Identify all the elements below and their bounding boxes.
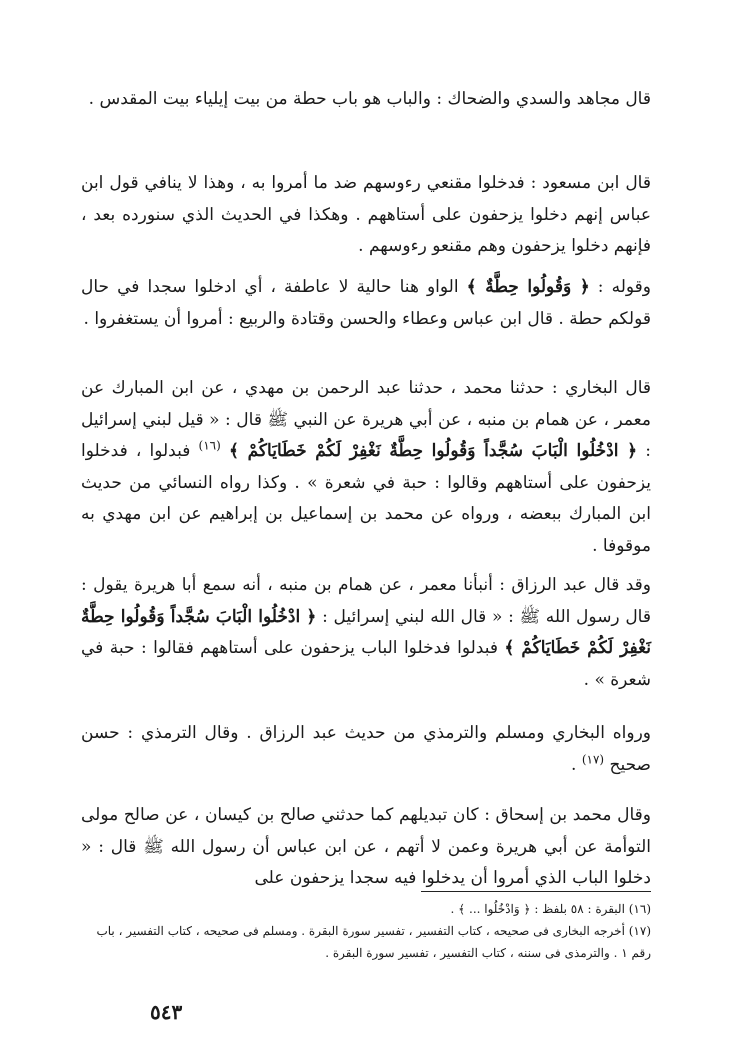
- footnote-17: (١٧) أخرجه البخارى فى صحيحه ، كتاب التفسير ، تفسير سورة البقرة . ومسلم فى صحيحه ، كتاب التفسير ، باب رقم ١ . والترمذى فى سننه ، كتاب التفسير ، تفسير سورة البقرة .: [96, 924, 651, 960]
- paragraph-5-body: فبدلوا فدخلوا الباب يزحفون على أستاههم فقالوا : حبة في شعرة » .: [81, 638, 651, 690]
- quran-quote: ﴿ ادْخُلُوا الْبَابَ سُجَّداً وَقُولُوا حِطَّةٌ نَغْفِرْ لَكُمْ خَطَايَاكُمْ ﴾: [228, 441, 638, 461]
- paragraph-6-intro: ورواه البخاري ومسلم والترمذي من حديث عبد الرزاق . وقال الترمذي : حسن صحيح: [81, 723, 651, 775]
- footnote-ref-17: (١٧): [581, 751, 605, 766]
- paragraph-7: [81, 800, 651, 895]
- quran-quote: ﴿ وَقُولُوا حِطَّةٌ ﴾: [466, 277, 590, 297]
- paragraph-2-text: قال ابن مسعود : فدخلوا مقنعي رءوسهم ضد ما أمروا به ، وهذا لا ينافي قول ابن عباس إنهم دخلوا يزحفون على أستاههم . وهكذا في الحديث الذي سنورده بعد ، فإنهم دخلوا يزحفون وهم مقنعو رءوسهم .: [81, 173, 651, 256]
- paragraph-3-intro: وقوله :: [589, 277, 651, 297]
- paragraph-6-end: .: [571, 754, 577, 775]
- paragraph-3: [81, 272, 651, 335]
- paragraph-1-text: قال مجاهد والسدي والضحاك : والباب هو باب حطة من بيت إيلياء بيت المقدس .: [88, 89, 651, 109]
- footnote-ref-16: (١٦): [198, 438, 221, 453]
- paragraph-7-text: وقال محمد بن إسحاق : كان تبديلهم كما حدثني صالح بن كيسان ، عن صالح مولى التوأمة عن أبي هريرة وعمن لا أتهم ، عن ابن عباس أن رسول الله ﷺ قال : « دخلوا الباب الذي أمروا أن يدخلوا فيه سجدا يزحفون على: [81, 805, 651, 888]
- paragraph-1: [81, 84, 651, 116]
- paragraph-5: [81, 570, 651, 696]
- page-number: ٥٤٣: [150, 1000, 183, 1024]
- footnote-divider: [421, 891, 651, 892]
- quran-quote: ﴿ ادْخُلُوا الْبَابَ سُجَّداً وَقُولُوا حِطَّةٌ نَغْفِرْ لَكُمْ خَطَايَاكُمْ ﴾: [81, 606, 652, 658]
- paragraph-2: [81, 168, 651, 263]
- footnote-16: (١٦) البقرة : ٥٨ بلفظ : ﴿ وَادْخُلُوا ... ﴾ .: [450, 902, 651, 916]
- paragraph-4-intro: قال البخاري : حدثنا محمد ، حدثنا عبد الرحمن بن مهدي ، عن ابن المبارك عن معمر ، عن همام بن منبه ، عن أبي هريرة عن النبي ﷺ قال : « قيل لبني إسرائيل :: [81, 378, 652, 461]
- paragraph-4-body: فبدلوا ، فدخلوا يزحفون على أستاههم وقالوا : حبة في شعرة » . وكذا رواه النسائي من حديث ابن المبارك ببعضه ، ورواه عن محمد بن إسماعيل بن إبراهيم عن ابن مهدي به موقوفا .: [81, 441, 651, 556]
- paragraph-4: [81, 373, 651, 562]
- paragraph-3-body: الواو هنا حالية لا عاطفة ، أي ادخلوا سجدا في حال قولكم حطة . قال ابن عباس وعطاء والحسن وقتادة والربيع : أمروا أن يستغفروا .: [81, 277, 651, 329]
- footnotes: [81, 898, 651, 964]
- paragraph-5-intro: وقد قال عبد الرزاق : أنبأنا معمر ، عن همام بن منبه ، أنه سمع أبا هريرة يقول : قال رسول الله ﷺ : « قال الله لبني إسرائيل :: [81, 575, 651, 627]
- paragraph-6: [81, 718, 651, 781]
